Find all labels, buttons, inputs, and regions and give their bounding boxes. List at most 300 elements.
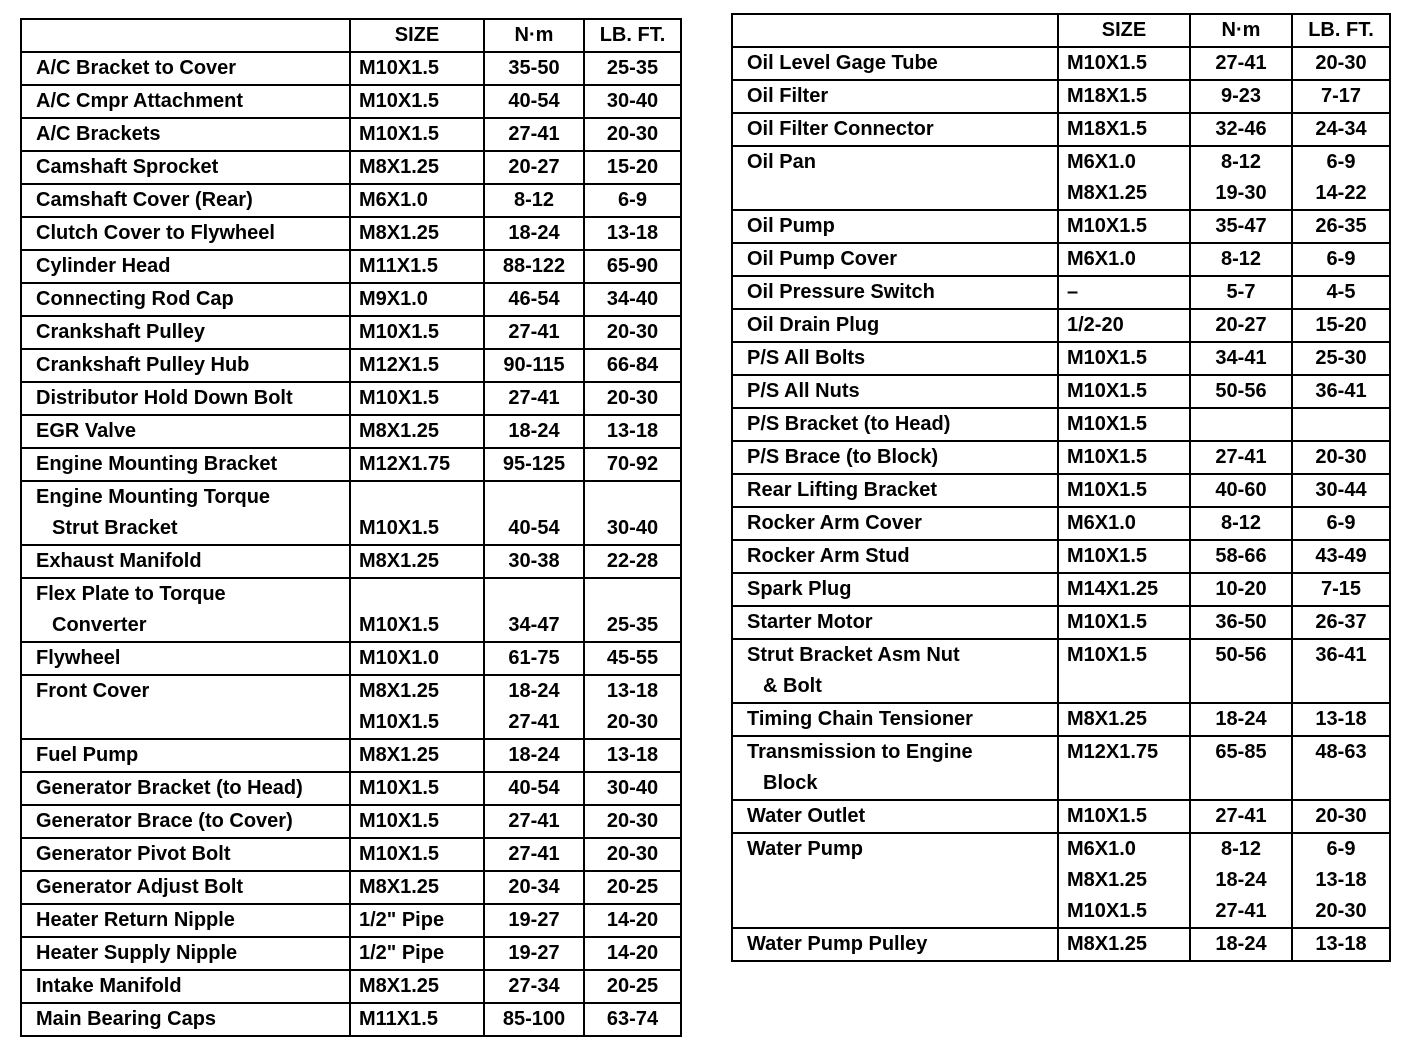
component-cell [732,441,1058,474]
component-cell [21,545,350,578]
component-cell [21,283,350,316]
lbft-cell [584,805,681,838]
lbft-line: 20-25 [606,876,659,898]
size-line: M8X1.25 [359,876,440,898]
nm-cell [484,349,584,382]
size-line: M10X1.5 [1067,644,1148,666]
nm-line: 46-54 [508,288,560,310]
nm-cell [1190,441,1292,474]
nm-line [1197,768,1285,799]
lbft-cell [584,578,681,642]
lbft-cell [584,545,681,578]
header-nm: N·m [1190,14,1292,47]
nm-line: 65-85 [1215,741,1267,763]
size-line: M8X1.25 [1067,933,1148,955]
lbft-line: 13-18 [606,222,659,244]
lbft-line: 45-55 [606,647,659,669]
size-line: M11X1.5 [359,1008,438,1030]
nm-line [491,579,577,610]
table-row [21,642,681,675]
size-cell [1058,736,1190,800]
size-line [359,579,477,610]
component-line: Water Outlet [747,805,866,827]
component-cell [21,578,350,642]
nm-line: 27-34 [508,975,560,997]
size-cell [350,772,484,805]
table-row [732,736,1390,800]
component-line: Flywheel [36,647,121,669]
lbft-cell [584,217,681,250]
nm-line: 8-12 [1220,248,1262,270]
size-cell [350,85,484,118]
lbft-cell [1292,375,1390,408]
component-line: Block [763,772,818,794]
lbft-line: 25-35 [606,57,659,79]
component-line: Oil Pump Cover [747,248,898,270]
size-cell [1058,342,1190,375]
lbft-line: 6-9 [1326,512,1356,534]
size-cell [350,481,484,545]
nm-cell [1190,507,1292,540]
lbft-cell [584,772,681,805]
component-line: Rocker Arm Cover [747,512,922,534]
torque-table-left [20,18,682,1037]
lbft-cell [1292,408,1390,441]
nm-line: 27-41 [508,123,560,145]
component-line: Heater Supply Nipple [36,942,238,964]
component-line: Flex Plate to Torque [36,583,226,605]
nm-cell [484,937,584,970]
component-line: Connecting Rod Cap [36,288,234,310]
component-cell [732,80,1058,113]
table-row [21,772,681,805]
component-line: Rocker Arm Stud [747,545,910,567]
nm-line: 20-34 [508,876,560,898]
nm-line: 27-41 [508,321,560,343]
component-cell [21,904,350,937]
size-line: M8X1.25 [359,744,440,766]
lbft-cell [1292,573,1390,606]
component-line: Main Bearing Caps [36,1008,217,1030]
nm-line: 20-27 [1215,314,1267,336]
size-line: M9X1.0 [359,288,428,310]
size-cell [350,545,484,578]
nm-line: 18-24 [1215,869,1267,891]
size-line: M6X1.0 [1067,512,1136,534]
nm-line: 9-23 [1220,85,1262,107]
lbft-cell [1292,703,1390,736]
nm-cell [484,805,584,838]
lbft-line: 43-49 [1315,545,1367,567]
component-line: A/C Brackets [36,123,161,145]
table-row [732,47,1390,80]
lbft-line [1299,768,1383,799]
lbft-line: 13-18 [1315,708,1367,730]
nm-line: 90-115 [503,354,565,376]
table-row [732,342,1390,375]
size-line: M10X1.5 [1067,545,1148,567]
component-cell [21,184,350,217]
size-cell [350,838,484,871]
size-line: M18X1.5 [1067,85,1148,107]
size-cell [1058,243,1190,276]
component-line: Strut Bracket Asm Nut [747,644,960,666]
table-row [21,151,681,184]
header-row [21,19,681,52]
component-line: Rear Lifting Bracket [747,479,938,501]
nm-line: 27-41 [1215,446,1267,468]
size-cell [1058,441,1190,474]
nm-cell [1190,540,1292,573]
component-cell [732,113,1058,146]
component-line: Exhaust Manifold [36,550,202,572]
lbft-cell [584,904,681,937]
size-cell [1058,540,1190,573]
component-line: Intake Manifold [36,975,182,997]
component-line: Front Cover [36,680,150,702]
nm-cell [484,481,584,545]
table-row [21,904,681,937]
lbft-line: 20-30 [1315,805,1367,827]
nm-line: 8-12 [1220,151,1262,173]
component-line: Oil Filter Connector [747,118,934,140]
size-line: M8X1.25 [1067,708,1148,730]
nm-line: 30-38 [508,550,560,572]
nm-cell [1190,928,1292,961]
nm-line: 61-75 [508,647,560,669]
lbft-cell [1292,736,1390,800]
nm-line: 19-27 [508,942,560,964]
nm-cell [484,871,584,904]
lbft-cell [1292,507,1390,540]
table-row [732,573,1390,606]
header-size: SIZE [350,19,484,52]
size-cell [1058,606,1190,639]
nm-cell [1190,573,1292,606]
size-line: M10X1.5 [359,843,440,865]
nm-line: 20-27 [508,156,560,178]
size-line: M10X1.5 [359,321,440,343]
size-cell [1058,276,1190,309]
size-line: 1/2" Pipe [359,942,445,964]
nm-cell [1190,703,1292,736]
size-line: M10X1.5 [1067,380,1148,402]
component-line: Generator Adjust Bolt [36,876,244,898]
lbft-cell [584,382,681,415]
table-row [21,481,681,545]
component-cell [21,52,350,85]
table-row [21,415,681,448]
lbft-line: 36-41 [1315,380,1367,402]
size-cell [1058,639,1190,703]
size-cell [1058,507,1190,540]
table-row [732,441,1390,474]
nm-cell [1190,342,1292,375]
size-cell [350,970,484,1003]
component-cell [732,146,1058,210]
nm-line: 18-24 [508,222,560,244]
lbft-line: 15-20 [1315,314,1367,336]
size-cell [1058,113,1190,146]
table-row [732,210,1390,243]
size-cell [350,871,484,904]
component-cell [732,309,1058,342]
component-line: P/S Bracket (to Head) [747,413,951,435]
component-line: Generator Bracket (to Head) [36,777,303,799]
nm-line: 36-50 [1215,611,1267,633]
size-line [359,482,477,513]
nm-cell [484,118,584,151]
component-line [36,707,343,738]
nm-line: 40-54 [508,777,560,799]
size-cell [350,937,484,970]
nm-line: 27-41 [508,711,560,733]
lbft-cell [584,739,681,772]
lbft-line: 26-37 [1315,611,1367,633]
lbft-line: 20-30 [606,123,659,145]
component-cell [732,243,1058,276]
component-cell [732,474,1058,507]
component-line: Distributor Hold Down Bolt [36,387,293,409]
lbft-line: 26-35 [1315,215,1367,237]
table-row [732,639,1390,703]
lbft-line: 65-90 [606,255,659,277]
nm-line: 40-54 [508,90,560,112]
lbft-cell [1292,928,1390,961]
lbft-line: 13-18 [606,420,659,442]
component-line: Cylinder Head [36,255,171,277]
size-cell [1058,210,1190,243]
nm-line: 88-122 [502,255,566,277]
nm-cell [484,772,584,805]
size-line: M14X1.25 [1067,578,1159,600]
lbft-line: 6-9 [1326,838,1356,860]
size-cell [350,283,484,316]
size-line: M10X1.5 [359,711,440,733]
table-row [732,703,1390,736]
size-line: M8X1.25 [1067,182,1148,204]
component-line [747,178,1051,209]
table-row [732,243,1390,276]
component-line: P/S Brace (to Block) [747,446,939,468]
nm-line: 27-41 [1215,805,1267,827]
table-row [732,540,1390,573]
nm-cell [484,217,584,250]
table-row [21,739,681,772]
component-line: Crankshaft Pulley Hub [36,354,250,376]
nm-line: 10-20 [1215,578,1267,600]
table-row [732,606,1390,639]
size-cell [350,52,484,85]
lbft-line: 13-18 [1315,869,1367,891]
nm-cell [1190,146,1292,210]
size-line: M8X1.25 [1067,869,1148,891]
lbft-line: 7-17 [1320,85,1362,107]
nm-line: 8-12 [513,189,555,211]
lbft-line: 20-30 [1315,52,1367,74]
lbft-line: 20-30 [606,387,659,409]
component-cell [21,642,350,675]
lbft-cell [584,415,681,448]
lbft-line: 63-74 [606,1008,659,1030]
component-line: Strut Bracket [52,517,178,539]
lbft-cell [1292,441,1390,474]
table-row [732,375,1390,408]
component-cell [21,349,350,382]
lbft-cell [584,481,681,545]
nm-cell [484,250,584,283]
lbft-cell [584,118,681,151]
lbft-line: 25-30 [1315,347,1367,369]
size-cell [1058,309,1190,342]
table-row [21,85,681,118]
size-line: M6X1.0 [359,189,428,211]
component-cell [21,1003,350,1036]
component-cell [732,703,1058,736]
lbft-cell [584,1003,681,1036]
size-line: M8X1.25 [359,222,440,244]
nm-line: 27-41 [1215,900,1267,922]
lbft-cell [1292,606,1390,639]
nm-line: 35-47 [1215,215,1267,237]
nm-cell [484,642,584,675]
lbft-cell [1292,833,1390,928]
size-cell [350,448,484,481]
size-line: – [1067,281,1079,303]
lbft-line: 22-28 [606,550,659,572]
lbft-line: 30-44 [1315,479,1367,501]
nm-cell [1190,243,1292,276]
component-cell [21,250,350,283]
size-line [1067,768,1183,799]
size-cell [1058,47,1190,80]
size-line: M10X1.5 [359,387,440,409]
component-cell [732,375,1058,408]
lbft-line: 4-5 [1326,281,1356,303]
nm-line: 40-54 [508,517,560,539]
component-cell [21,805,350,838]
size-cell [1058,408,1190,441]
size-line [1067,671,1183,702]
lbft-line: 7-15 [1320,578,1362,600]
size-cell [350,904,484,937]
nm-line: 18-24 [508,680,560,702]
component-line: Water Pump Pulley [747,933,928,955]
component-line: Oil Pan [747,151,816,173]
component-line: Oil Filter [747,85,829,107]
component-cell [732,342,1058,375]
component-cell [21,448,350,481]
size-cell [350,578,484,642]
nm-cell [484,1003,584,1036]
lbft-line: 48-63 [1315,741,1367,763]
nm-line: 34-41 [1215,347,1267,369]
size-cell [350,250,484,283]
component-cell [21,772,350,805]
lbft-line: 30-40 [606,517,659,539]
table-row [21,316,681,349]
size-line: M12X1.75 [1067,741,1159,763]
size-line: M8X1.25 [359,975,440,997]
component-line: Starter Motor [747,611,873,633]
component-cell [21,217,350,250]
lbft-cell [584,85,681,118]
component-cell [21,675,350,739]
header-row [732,14,1390,47]
nm-line: 18-24 [508,744,560,766]
header-lbft: LB. FT. [584,19,681,52]
table-row [21,382,681,415]
table-row [21,250,681,283]
lbft-line: 13-18 [606,744,659,766]
nm-line [1197,409,1285,440]
lbft-cell [1292,146,1390,210]
lbft-cell [584,448,681,481]
nm-cell [484,151,584,184]
lbft-cell [584,184,681,217]
nm-cell [484,739,584,772]
size-line: M6X1.0 [1067,248,1136,270]
component-cell [21,871,350,904]
lbft-cell [584,151,681,184]
nm-cell [484,578,584,642]
size-cell [1058,146,1190,210]
table-row [21,448,681,481]
lbft-line: 20-30 [606,810,659,832]
size-line: M10X1.5 [1067,413,1148,435]
nm-line: 50-56 [1215,644,1267,666]
size-line: M12X1.5 [359,354,440,376]
size-line: 1/2" Pipe [359,909,445,931]
nm-cell [1190,276,1292,309]
table-row [21,838,681,871]
lbft-line: 14-20 [606,942,659,964]
size-cell [1058,703,1190,736]
component-cell [732,47,1058,80]
table-row [21,52,681,85]
lbft-cell [584,970,681,1003]
component-cell [21,739,350,772]
lbft-cell [1292,210,1390,243]
nm-cell [484,545,584,578]
component-cell [21,85,350,118]
nm-cell [484,904,584,937]
nm-line: 40-60 [1215,479,1267,501]
nm-line: 27-41 [508,843,560,865]
lbft-line: 20-30 [1315,446,1367,468]
table-row [21,217,681,250]
lbft-line: 6-9 [618,189,647,211]
header-lbft: LB. FT. [1292,14,1390,47]
lbft-cell [584,283,681,316]
table-row [21,184,681,217]
lbft-line: 20-25 [606,975,659,997]
table-row [732,507,1390,540]
lbft-line: 34-40 [606,288,659,310]
torque-table-right [731,13,1391,962]
size-line: M10X1.5 [1067,52,1148,74]
size-line: M12X1.75 [359,453,451,475]
size-line: M10X1.5 [359,90,440,112]
table-row [21,1003,681,1036]
size-cell [350,316,484,349]
component-cell [732,736,1058,800]
nm-cell [1190,639,1292,703]
lbft-cell [1292,342,1390,375]
size-cell [350,675,484,739]
lbft-cell [1292,80,1390,113]
size-line: M10X1.5 [359,614,440,636]
